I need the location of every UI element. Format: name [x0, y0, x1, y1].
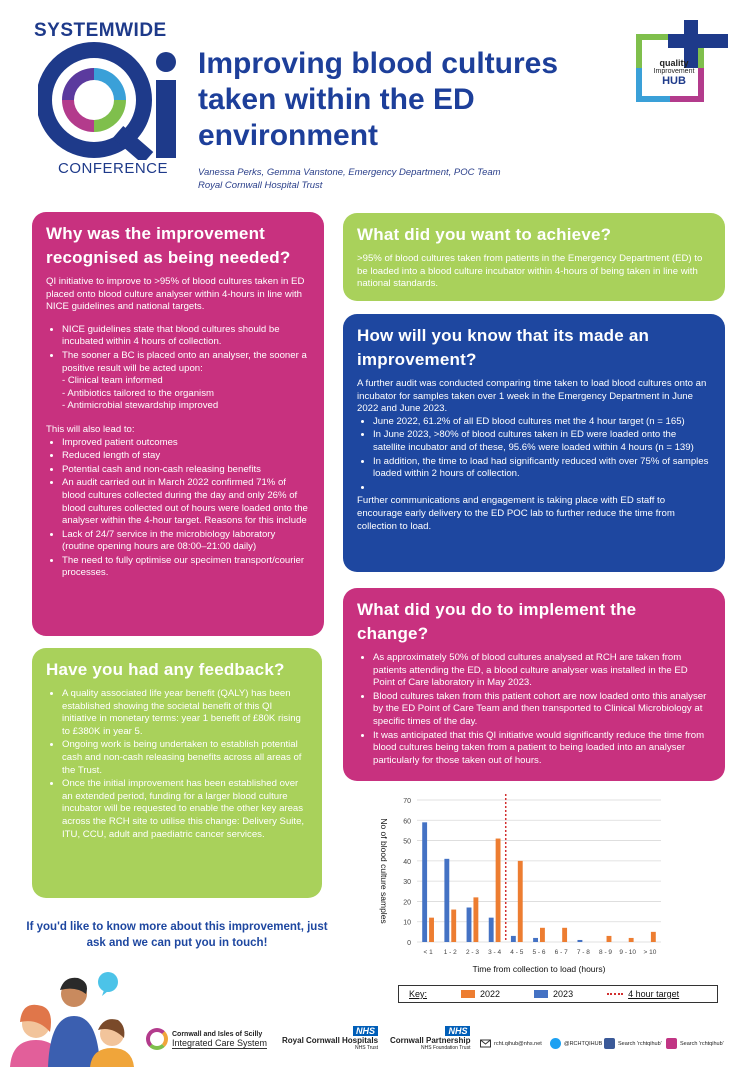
bar-2022-10 — [651, 932, 656, 942]
do-bullets — [357, 652, 711, 767]
know-outro: Further communications and engagement is taking place with ED staff to encourage early delivery to the ED POC lab to further reduce the time from collection to load. — [357, 495, 675, 532]
email-address: rcht.qihub@nhs.net — [494, 1040, 542, 1047]
bar-2022-4 — [518, 861, 523, 942]
contact-call-to-action: If you'd like to know more about this improvement, just ask and we can put you in touch! — [26, 921, 328, 949]
chart-x-label: Time from collection to load (hours) — [472, 964, 606, 974]
legend-target-dash — [607, 993, 623, 995]
nhs-badge-cp: NHS — [445, 1026, 470, 1036]
rch-sub: NHS Trust — [354, 1045, 379, 1051]
legend-key-label: Key: — [409, 989, 428, 999]
bar-2023-4 — [511, 936, 516, 942]
ics-logo-text — [172, 1030, 267, 1049]
list-item: • Reduced length of stay — [62, 450, 310, 463]
ics-line1: Cornwall and Isles of Scilly — [172, 1030, 263, 1038]
feedback-bullets — [46, 688, 308, 841]
page-title: Improving blood cultures taken within the ED environment — [198, 47, 559, 152]
sub-list-item: - Antimicrobial stewardship improved — [62, 400, 219, 412]
hub-hub: HUB — [662, 75, 686, 87]
chart-y-ticks — [403, 798, 411, 947]
chart-x-ticks — [423, 949, 656, 956]
facebook-contact[interactable] — [604, 1038, 662, 1049]
y-tick-label: 10 — [403, 919, 411, 927]
blood-culture-load-time-chart — [355, 786, 725, 1006]
bar-2022-2 — [473, 897, 478, 942]
list-item: • Ongoing work is being undertaken to establish potential cash and non-cash releasing benefits across all areas of the Trust. — [62, 739, 308, 777]
why-intro: QI initiative to improve to >95% of blood cultures taken in ED placed onto blood culture analyser within 4-hours in line with NICE guidelines and national targets. — [46, 276, 305, 313]
bar-2022-1 — [451, 910, 456, 942]
legend-swatch-2022 — [461, 990, 475, 998]
authors — [198, 166, 501, 192]
y-tick-label: 50 — [403, 838, 411, 846]
facebook-icon — [604, 1038, 615, 1049]
legend-label-2023: 2023 — [553, 989, 574, 999]
bar-2022-9 — [629, 938, 634, 942]
list-item: • Once the initial improvement has been established over an extended period, funding for a larger blood culture incubator will be requested to enable the other key areas across the RCH site to utilise this change: Delivery Suite, ITU, CCU, adult and paediatric cancer services. — [62, 778, 308, 841]
y-tick-label: 0 — [407, 940, 411, 947]
achieve-text: >95% of blood cultures taken from patients in the Emergency Department (ED) to be loaded into a blood culture incubator within 4-hours of being taken in line with national standards. — [357, 253, 703, 290]
bar-2022-8 — [607, 936, 612, 942]
why-bullets-b — [46, 437, 310, 581]
know-panel — [343, 314, 725, 572]
conference-label: CONFERENCE — [58, 160, 169, 177]
list-item: • Blood cultures taken from this patient cohort are now loaded onto this analyser by the ED Point of Care Team and then transported to Clinical Microbiology at specific times of the day. — [373, 691, 711, 729]
author-names: Vanessa Perks, Gemma Vanstone, Emergency Department, POC Team — [198, 167, 501, 178]
list-item — [62, 350, 310, 413]
why-panel — [32, 212, 324, 636]
cp-sub: NHS Foundation Trust — [421, 1045, 471, 1051]
x-tick-label: 2 - 3 — [465, 949, 479, 956]
x-tick-label: 8 - 9 — [599, 949, 613, 956]
list-item: • June 2022, 61.2% of all ED blood cultures met the 4 hour target (n = 165) — [373, 416, 711, 429]
qi-conference-logo — [38, 40, 178, 160]
x-tick-label: 6 - 7 — [554, 949, 568, 956]
why-title: Why was the improvement recognised as being needed? — [46, 224, 291, 267]
hub-logo-text — [642, 58, 706, 87]
hub-quality: quality — [659, 58, 689, 68]
facebook-search: Search 'rchtqihub' — [618, 1040, 662, 1047]
list-item: • The need to fully optimise our specimen transport/courier processes. — [62, 555, 310, 580]
instagram-search: Search 'rchtqihub' — [680, 1040, 724, 1047]
x-tick-label: 7 - 8 — [576, 949, 590, 956]
x-tick-label: 1 - 2 — [443, 949, 457, 956]
legend-label-target: 4 hour target — [628, 989, 680, 999]
x-tick-label: < 1 — [423, 949, 433, 956]
bar-2023-0 — [422, 822, 427, 942]
know-bullets — [357, 416, 711, 495]
list-item: • In June 2023, >80% of blood cultures taken in ED were loaded onto the satellite incubator and of these, 95.6% were loaded within 4 hours (n = 139) — [373, 429, 711, 454]
list-item: • As approximately 50% of blood cultures analysed at RCH are taken from patients attending the ED, a blood culture analyser was installed in the ED Point of Care laboratory in May 2023. — [373, 652, 711, 690]
chart-y-label: No of blood culture samples — [379, 818, 389, 924]
cp-name: Cornwall Partnership — [390, 1036, 471, 1045]
list-item: • A quality associated life year benefit (QALY) has been established showing the societal benefit of this QI initiative in monetary terms: year 1 benefit of £80K rising to £380K in year 5. — [62, 688, 308, 738]
email-contact[interactable] — [480, 1038, 542, 1049]
x-tick-label: 4 - 5 — [510, 949, 524, 956]
chart-legend — [398, 985, 718, 1003]
ics-ring-icon — [146, 1028, 168, 1050]
list-item-text: The sooner a BC is placed onto an analyser, the sooner a positive result will be acted upon: — [62, 349, 307, 374]
list-item: • It was anticipated that this QI initiative would significantly reduce the time from blood cultures being taken from a patient to being loaded into an analyser particularly for those taken out of hours. — [373, 730, 711, 768]
do-panel — [343, 588, 725, 781]
achieve-title: What did you want to achieve? — [357, 225, 612, 244]
bar-2023-5 — [533, 938, 538, 942]
trust-name: Royal Cornwall Hospital Trust — [198, 180, 323, 191]
instagram-contact[interactable] — [666, 1038, 724, 1049]
legend-item-target — [607, 989, 679, 999]
nhs-badge-rch: NHS — [353, 1026, 378, 1036]
feedback-title: Have you had any feedback? — [46, 660, 285, 679]
y-tick-label: 30 — [403, 879, 411, 887]
legend-item-2022 — [461, 989, 500, 999]
systemwide-label: SYSTEMWIDE — [34, 20, 167, 41]
why-also: This will also lead to: — [46, 423, 135, 435]
list-item: • Lack of 24/7 service in the microbiology laboratory (routine opening hours are 08:00–21:00 daily) — [62, 529, 310, 554]
x-tick-label: 3 - 4 — [488, 949, 502, 956]
y-tick-label: 70 — [403, 798, 411, 805]
list-item: • In addition, the time to load had significantly reduced with over 75% of samples loaded within 2 hours of collection. — [373, 456, 711, 481]
bar-2023-3 — [489, 918, 494, 942]
bar-2023-7 — [577, 940, 582, 942]
x-tick-label: 5 - 6 — [532, 949, 546, 956]
twitter-handle: @RCHTQIHUB — [564, 1040, 603, 1047]
rch-logo — [282, 1026, 378, 1051]
achieve-panel — [343, 213, 725, 301]
x-tick-label: 9 - 10 — [619, 949, 637, 956]
bar-2022-0 — [429, 918, 434, 942]
know-intro: A further audit was conducted comparing time taken to load blood cultures onto an incubator for samples taken over 1 week in the Emergency Department in June 2022 and June 2023. — [357, 378, 707, 415]
list-item — [373, 482, 711, 495]
know-title: How will you know that its made an improvement? — [357, 326, 650, 369]
bar-2023-1 — [444, 859, 449, 942]
bar-2022-5 — [540, 928, 545, 942]
feedback-panel — [32, 648, 322, 898]
instagram-icon — [666, 1038, 677, 1049]
x-tick-label: > 10 — [643, 949, 657, 956]
rch-name: Royal Cornwall Hospitals — [282, 1036, 379, 1045]
bar-2022-3 — [496, 839, 501, 942]
quality-improvement-hub-logo — [636, 20, 728, 118]
list-item: • NICE guidelines state that blood cultures should be incubated within 4 hours of collection. — [62, 324, 310, 349]
legend-swatch-2023 — [534, 990, 548, 998]
list-item: • An audit carried out in March 2022 confirmed 71% of blood cultures collected during the day and only 26% of blood cultures collected out of hours were loaded onto the analyser within the 4-hour target. Reasons for this include — [62, 477, 310, 527]
list-item: • Potential cash and non-cash releasing benefits — [62, 464, 310, 477]
ics-logo — [146, 1028, 267, 1050]
hub-improvement: Improvement — [653, 68, 695, 75]
cp-logo — [390, 1026, 470, 1051]
bar-2022-6 — [562, 928, 567, 942]
twitter-contact[interactable] — [550, 1038, 602, 1049]
why-bullets-a — [46, 324, 310, 413]
people-illustration — [8, 960, 138, 1067]
sub-list-item: - Antibiotics tailored to the organism — [62, 387, 214, 399]
legend-label-2022: 2022 — [480, 989, 501, 999]
email-icon — [480, 1038, 491, 1049]
ics-line2: Integrated Care System — [172, 1037, 268, 1048]
do-title: What did you do to implement the change? — [357, 600, 637, 643]
twitter-icon — [550, 1038, 561, 1049]
y-tick-label: 60 — [403, 818, 411, 826]
y-tick-label: 40 — [403, 858, 411, 866]
list-item: • Improved patient outcomes — [62, 437, 310, 450]
y-tick-label: 20 — [403, 899, 411, 907]
sub-list-item: - Clinical team informed — [62, 375, 163, 387]
bar-2023-2 — [467, 908, 472, 942]
legend-item-2023 — [534, 989, 573, 999]
